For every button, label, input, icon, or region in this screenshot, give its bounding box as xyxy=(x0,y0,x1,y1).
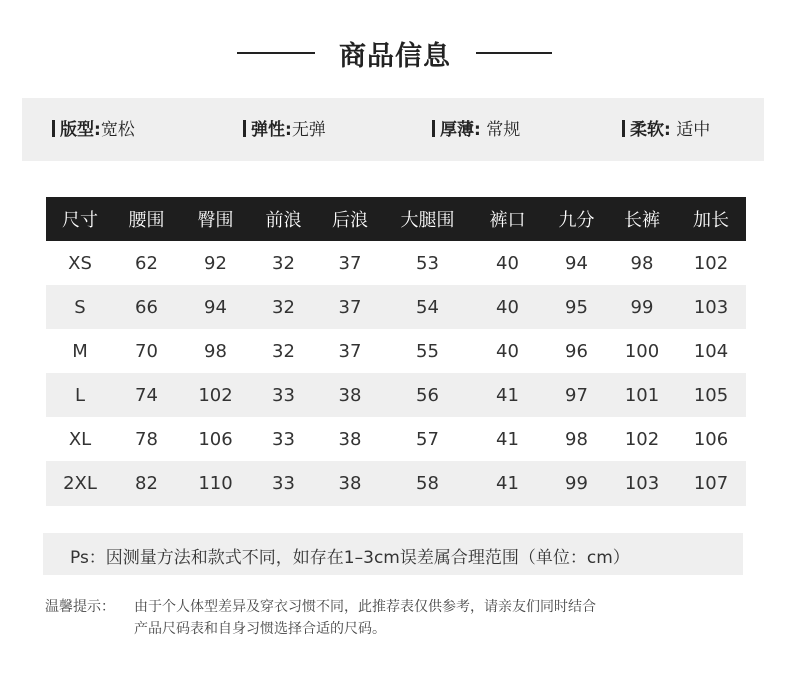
header-waist: 腰围 xyxy=(114,197,179,241)
attribute-marker xyxy=(52,120,55,137)
table-cell: 41 xyxy=(496,428,519,450)
header-long-length: 长裤 xyxy=(608,197,676,241)
table-cell: 103 xyxy=(608,461,676,506)
measurement-note: Ps：因测量方法和款式不同，如存在1–3cm误差属合理范围（单位：cm） xyxy=(70,548,630,568)
table-cell: 38 xyxy=(315,373,385,417)
header-leg-opening: 裤口 xyxy=(470,197,545,241)
table-cell: 95 xyxy=(545,285,608,329)
attribute-key: 柔软: xyxy=(630,120,671,140)
attribute-key: 版型: xyxy=(60,120,101,140)
tip-label: 温馨提示： xyxy=(45,599,115,615)
table-cell: 78 xyxy=(135,428,158,450)
attribute-marker xyxy=(243,120,246,137)
header-hip: 臀围 xyxy=(179,197,252,241)
size-table xyxy=(46,197,746,506)
table-row xyxy=(46,373,746,417)
table-cell: 37 xyxy=(338,340,362,362)
attribute-marker xyxy=(432,120,435,137)
table-cell: 32 xyxy=(272,252,295,274)
table-cell: 82 xyxy=(114,461,179,506)
table-cell: 33 xyxy=(252,461,315,506)
table-cell: 40 xyxy=(496,252,519,274)
table-row xyxy=(46,241,746,285)
table-cell: 38 xyxy=(338,428,362,450)
table-cell: 33 xyxy=(252,373,315,417)
attribute-thickness xyxy=(432,119,520,141)
table-cell: 102 xyxy=(693,252,729,274)
table-cell: M xyxy=(72,340,88,362)
table-cell: XL xyxy=(68,428,92,450)
table-cell: 53 xyxy=(416,252,439,274)
size-table-header xyxy=(46,197,746,241)
table-cell: 103 xyxy=(676,285,746,329)
table-row xyxy=(46,461,746,506)
page-title: 商品信息 xyxy=(339,41,451,72)
table-cell: 110 xyxy=(179,461,252,506)
table-cell: 38 xyxy=(315,461,385,506)
table-cell: 98 xyxy=(630,252,654,274)
attribute-bar xyxy=(22,98,764,161)
table-cell: 102 xyxy=(179,373,252,417)
attribute-value: 无弹 xyxy=(291,120,326,140)
header-back-rise: 后浪 xyxy=(315,197,385,241)
table-cell: 56 xyxy=(385,373,470,417)
table-cell: 33 xyxy=(272,428,295,450)
table-cell: 54 xyxy=(385,285,470,329)
attribute-marker xyxy=(622,120,625,137)
attribute-key: 厚薄: xyxy=(440,120,481,140)
table-cell: 97 xyxy=(545,373,608,417)
table-cell: 99 xyxy=(545,461,608,506)
table-cell: 57 xyxy=(416,428,439,450)
attribute-value: 常规 xyxy=(486,120,521,140)
table-cell: 74 xyxy=(114,373,179,417)
measurement-note-box xyxy=(43,533,743,575)
table-cell: 2XL xyxy=(46,461,114,506)
table-cell: XS xyxy=(68,252,92,274)
header-size: 尺寸 xyxy=(46,197,114,241)
header-extra-long: 加长 xyxy=(676,197,746,241)
table-cell: L xyxy=(46,373,114,417)
table-row xyxy=(46,417,746,461)
table-cell: 55 xyxy=(416,340,439,362)
table-cell: 101 xyxy=(608,373,676,417)
table-cell: 92 xyxy=(204,252,227,274)
header-thigh: 大腿围 xyxy=(385,197,470,241)
table-cell: 94 xyxy=(179,285,252,329)
table-cell: 99 xyxy=(608,285,676,329)
table-cell: 41 xyxy=(470,461,545,506)
attribute-value: 宽松 xyxy=(100,120,135,140)
table-cell: S xyxy=(46,285,114,329)
section-title-area xyxy=(0,30,790,74)
table-cell: 104 xyxy=(693,340,729,362)
table-cell: 62 xyxy=(135,252,158,274)
table-cell: 106 xyxy=(693,428,729,450)
header-ankle-length: 九分 xyxy=(545,197,608,241)
table-row xyxy=(46,285,746,329)
table-cell: 40 xyxy=(470,285,545,329)
attribute-softness xyxy=(622,119,710,141)
table-cell: 32 xyxy=(272,340,295,362)
table-cell: 98 xyxy=(565,428,588,450)
table-cell: 37 xyxy=(315,285,385,329)
table-cell: 106 xyxy=(198,428,233,450)
table-cell: 37 xyxy=(338,252,362,274)
attribute-value: 适中 xyxy=(676,120,711,140)
table-row xyxy=(46,329,746,373)
attribute-fit xyxy=(52,119,135,141)
tip-body xyxy=(134,596,734,640)
table-cell: 105 xyxy=(676,373,746,417)
table-cell: 100 xyxy=(624,340,660,362)
header-front-rise: 前浪 xyxy=(252,197,315,241)
table-cell: 102 xyxy=(624,428,660,450)
attribute-elasticity xyxy=(243,119,326,141)
table-cell: 40 xyxy=(496,340,519,362)
table-cell: 94 xyxy=(565,252,588,274)
title-divider-right xyxy=(476,52,552,54)
tip-line: 由于个人体型差异及穿衣习惯不同，此推荐表仅供参考，请亲友们同时结合 xyxy=(134,599,596,615)
table-cell: 96 xyxy=(565,340,588,362)
tip-line: 产品尺码表和自身习惯选择合适的尺码。 xyxy=(134,621,386,637)
table-cell: 66 xyxy=(114,285,179,329)
table-cell: 58 xyxy=(385,461,470,506)
table-cell: 70 xyxy=(135,340,158,362)
table-cell: 32 xyxy=(252,285,315,329)
table-cell: 107 xyxy=(676,461,746,506)
table-cell: 98 xyxy=(204,340,227,362)
table-cell: 41 xyxy=(470,373,545,417)
attribute-key: 弹性: xyxy=(251,120,292,140)
